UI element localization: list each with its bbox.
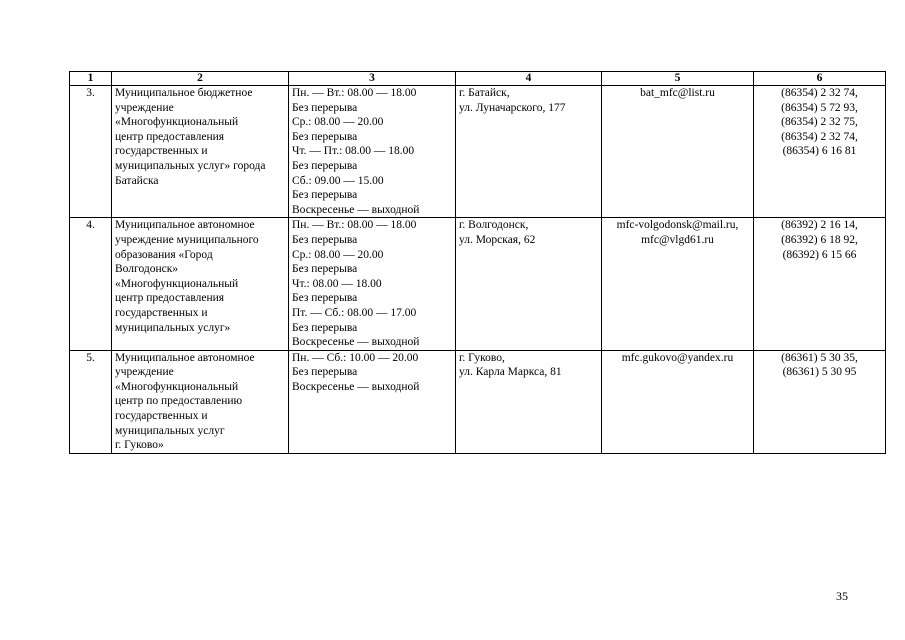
page-number: 35	[836, 589, 848, 603]
organization-name: Муниципальное автономное учреждение «Многофункциональный центр по предоставлению государственных и муниципальных услуг г. Гуково»	[112, 350, 289, 453]
table-row	[70, 86, 886, 218]
column-header-4: 4	[456, 72, 602, 86]
column-header-5: 5	[602, 72, 754, 86]
phone-numbers: (86392) 2 16 14, (86392) 6 18 92, (86392) 6 15 66	[754, 218, 886, 350]
working-hours: Пн. — Вт.: 08.00 — 18.00 Без перерыва Ср.: 08.00 — 20.00 Без перерыва Чт.: 08.00 — 18.00 Без перерыва Пт. — Сб.: 08.00 — 17.00 Без перерыва Воскресенье — выходной	[289, 218, 456, 350]
row-number: 3.	[70, 86, 112, 218]
email: bat_mfc@list.ru	[602, 86, 754, 218]
column-header-1: 1	[70, 72, 112, 86]
row-number: 4.	[70, 218, 112, 350]
address: г. Гуково, ул. Карла Маркса, 81	[456, 350, 602, 453]
column-header-3: 3	[289, 72, 456, 86]
column-header-6: 6	[754, 72, 886, 86]
phone-numbers: (86361) 5 30 35, (86361) 5 30 95	[754, 350, 886, 453]
table-row	[70, 350, 886, 453]
row-number: 5.	[70, 350, 112, 453]
mfc-table	[69, 71, 886, 454]
address: г. Батайск, ул. Луначарского, 177	[456, 86, 602, 218]
working-hours: Пн. — Вт.: 08.00 — 18.00 Без перерыва Ср.: 08.00 — 20.00 Без перерыва Чт. — Пт.: 08.00 — 18.00 Без перерыва Сб.: 09.00 — 15.00 Без перерыва Воскресенье — выходной	[289, 86, 456, 218]
working-hours: Пн. — Сб.: 10.00 — 20.00 Без перерыва Воскресенье — выходной	[289, 350, 456, 453]
column-header-2: 2	[112, 72, 289, 86]
phone-numbers: (86354) 2 32 74, (86354) 5 72 93, (86354) 2 32 75, (86354) 2 32 74, (86354) 6 16 81	[754, 86, 886, 218]
organization-name: Муниципальное бюджетное учреждение «Многофункциональный центр предоставления государственных и муниципальных услуг» города Батайска	[112, 86, 289, 218]
email: mfc.gukovo@yandex.ru	[602, 350, 754, 453]
email: mfc-volgodonsk@mail.ru, mfc@vlgd61.ru	[602, 218, 754, 350]
header-row	[70, 72, 886, 86]
address: г. Волгодонск, ул. Морская, 62	[456, 218, 602, 350]
table-row	[70, 218, 886, 350]
organization-name: Муниципальное автономное учреждение муниципального образования «Город Волгодонск» «Многофункциональный центр предоставления государственных и муниципальных услуг»	[112, 218, 289, 350]
